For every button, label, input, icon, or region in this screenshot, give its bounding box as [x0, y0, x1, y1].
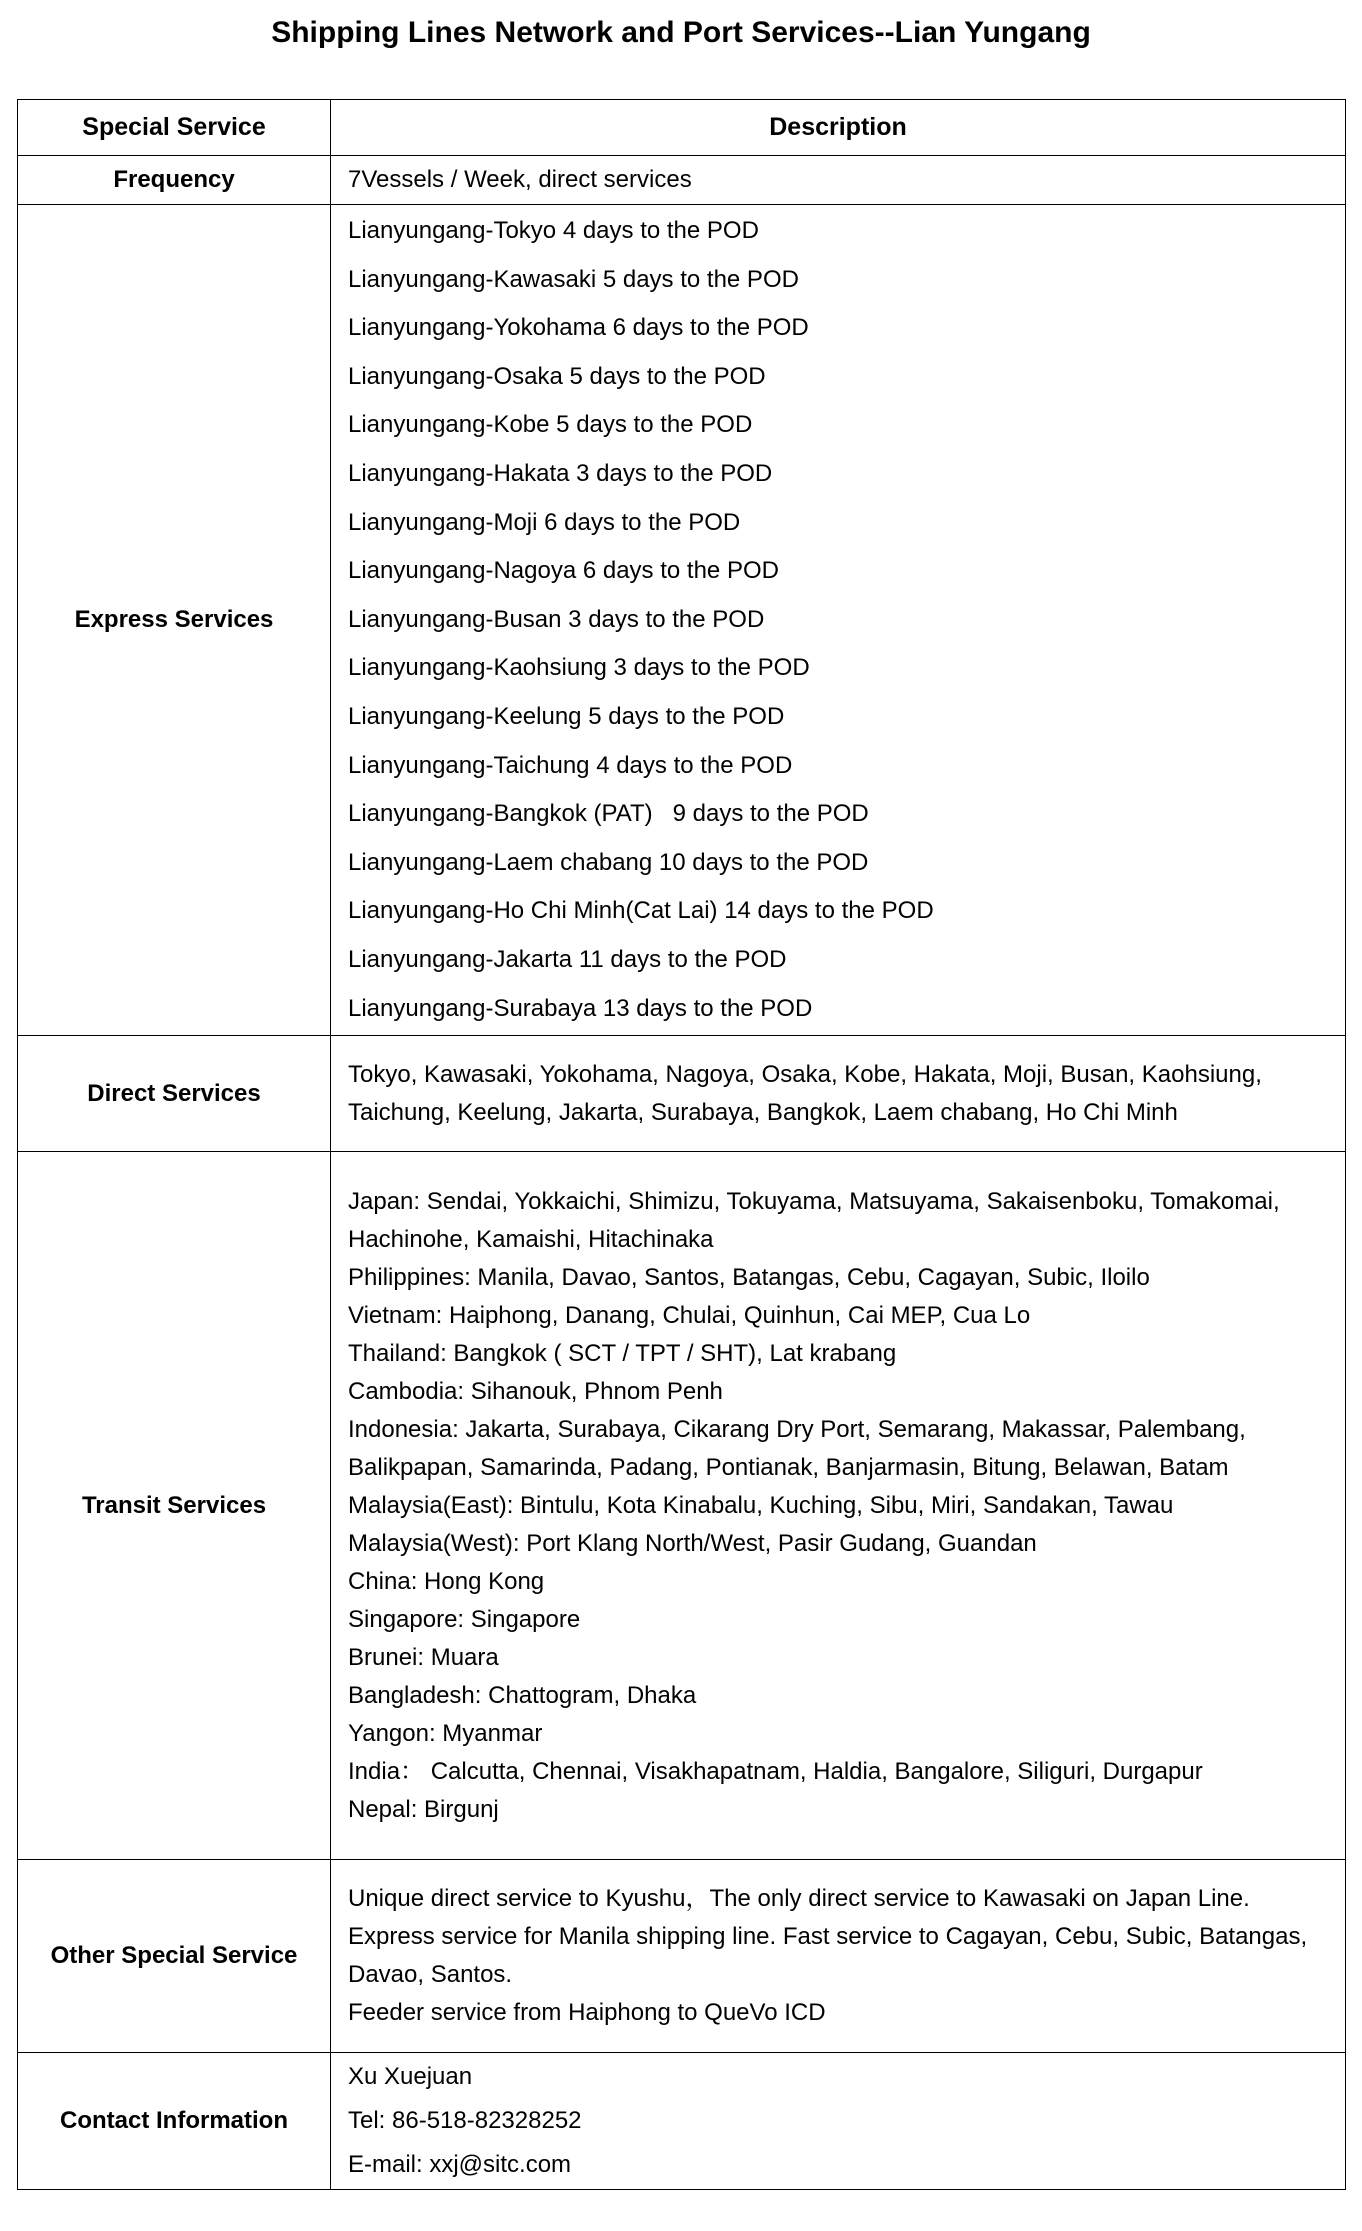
text-line: Express service for Manila shipping line. Fast service to Cagayan, Cebu, Subic, Batangas, Davao, Santos.: [348, 1923, 1314, 1989]
text-line: Tokyo, Kawasaki, Yokohama, Nagoya, Osaka, Kobe, Hakata, Moji, Busan, Kaohsiung, Taichung, Keelung, Jakarta, Surabaya, Bangkok, Laem chabang, Ho Chi Minh: [348, 1060, 1269, 1126]
text-line: Malaysia(West): Port Klang North/West, Pasir Gudang, Guandan: [348, 1529, 1037, 1557]
header-cell-description: Description: [331, 100, 1346, 156]
text-line: Bangladesh: Chattogram, Dhaka: [348, 1681, 697, 1709]
text-line: 7Vessels / Week, direct services: [348, 166, 692, 193]
row-description-frequency: [331, 156, 1346, 205]
text-line: Cambodia: Sihanouk, Phnom Penh: [348, 1377, 723, 1405]
text-line: Brunei: Muara: [348, 1643, 499, 1671]
text-line: Lianyungang-Laem chabang 10 days to the POD: [348, 848, 869, 876]
text-line: Lianyungang-Osaka 5 days to the POD: [348, 362, 766, 390]
row-label-frequency: Frequency: [18, 156, 331, 205]
table-row-direct-services: [18, 1036, 1346, 1152]
text-line: Japan: Sendai, Yokkaichi, Shimizu, Tokuyama, Matsuyama, Sakaisenboku, Tomakomai, Hachinohe, Kamaishi, Hitachinaka: [348, 1187, 1287, 1253]
services-table: [17, 99, 1346, 2190]
text-line: Lianyungang-Nagoya 6 days to the POD: [348, 557, 779, 585]
table-row-express-services: [18, 205, 1346, 1036]
text-line: Lianyungang-Surabaya 13 days to the POD: [348, 994, 813, 1022]
text-line: Tel: 86-518-82328252: [348, 2107, 582, 2135]
table-row-frequency: [18, 156, 1346, 205]
row-label-direct-services: Direct Services: [18, 1036, 331, 1152]
page-title: Shipping Lines Network and Port Services--Lian Yungang: [271, 16, 1091, 49]
text-line: Yangon: Myanmar: [348, 1719, 543, 1747]
table-row-transit-services: [18, 1152, 1346, 1860]
row-description-direct-services: [331, 1036, 1346, 1152]
text-line: Lianyungang-Kaohsiung 3 days to the POD: [348, 654, 810, 682]
text-line: Lianyungang-Kobe 5 days to the POD: [348, 411, 753, 439]
text-line: E-mail: xxj@sitc.com: [348, 2151, 572, 2179]
row-label-contact-information: Contact Information: [18, 2053, 331, 2190]
text-line: Lianyungang-Ho Chi Minh(Cat Lai) 14 days to the POD: [348, 897, 934, 925]
text-line: Singapore: Singapore: [348, 1605, 581, 1633]
text-line: Malaysia(East): Bintulu, Kota Kinabalu, Kuching, Sibu, Miri, Sandakan, Tawau: [348, 1491, 1174, 1519]
row-label-transit-services: Transit Services: [18, 1152, 331, 1860]
text-line: Unique direct service to Kyushu，The only direct service to Kawasaki on Japan Line.: [348, 1885, 1250, 1913]
text-line: Lianyungang-Jakarta 11 days to the POD: [348, 945, 787, 973]
text-line: Thailand: Bangkok ( SCT / TPT / SHT), Lat krabang: [348, 1339, 897, 1367]
table-row-other-special-service: [18, 1860, 1346, 2053]
row-label-express-services: Express Services: [18, 205, 331, 1036]
header-cell-special-service: Special Service: [18, 100, 331, 156]
text-line: Lianyungang-Hakata 3 days to the POD: [348, 459, 773, 487]
row-description-contact-information: [331, 2053, 1346, 2190]
text-line: Nepal: Birgunj: [348, 1795, 499, 1823]
text-line: Lianyungang-Busan 3 days to the POD: [348, 605, 765, 633]
text-line: Indonesia: Jakarta, Surabaya, Cikarang Dry Port, Semarang, Makassar, Palembang, Balikpapan, Samarinda, Padang, Pontianak, Banjarmasin, Bitung, Belawan, Batam: [348, 1415, 1253, 1481]
text-line: China: Hong Kong: [348, 1567, 545, 1595]
text-line: Xu Xuejuan: [348, 2063, 473, 2091]
text-line: Lianyungang-Keelung 5 days to the POD: [348, 702, 785, 730]
text-line: Lianyungang-Tokyo 4 days to the POD: [348, 217, 759, 244]
text-line: Vietnam: Haiphong, Danang, Chulai, Quinhun, Cai MEP, Cua Lo: [348, 1301, 1031, 1329]
table-header-row: [18, 100, 1346, 156]
row-label-other-special-service: Other Special Service: [18, 1860, 331, 2053]
text-line: Lianyungang-Bangkok (PAT) 9 days to the POD: [348, 800, 869, 828]
text-line: Feeder service from Haiphong to QueVo ICD: [348, 1999, 826, 2027]
text-line: Philippines: Manila, Davao, Santos, Batangas, Cebu, Cagayan, Subic, Iloilo: [348, 1263, 1150, 1291]
text-line: Lianyungang-Kawasaki 5 days to the POD: [348, 265, 799, 293]
text-line: Lianyungang-Yokohama 6 days to the POD: [348, 314, 809, 342]
row-description-express-services: [331, 205, 1346, 1036]
row-description-transit-services: [331, 1152, 1346, 1860]
text-line: Lianyungang-Taichung 4 days to the POD: [348, 751, 793, 779]
text-line: India： Calcutta, Chennai, Visakhapatnam, Haldia, Bangalore, Siliguri, Durgapur: [348, 1757, 1203, 1785]
table-row-contact-information: [18, 2053, 1346, 2190]
row-description-other-special-service: [331, 1860, 1346, 2053]
text-line: Lianyungang-Moji 6 days to the POD: [348, 508, 741, 536]
